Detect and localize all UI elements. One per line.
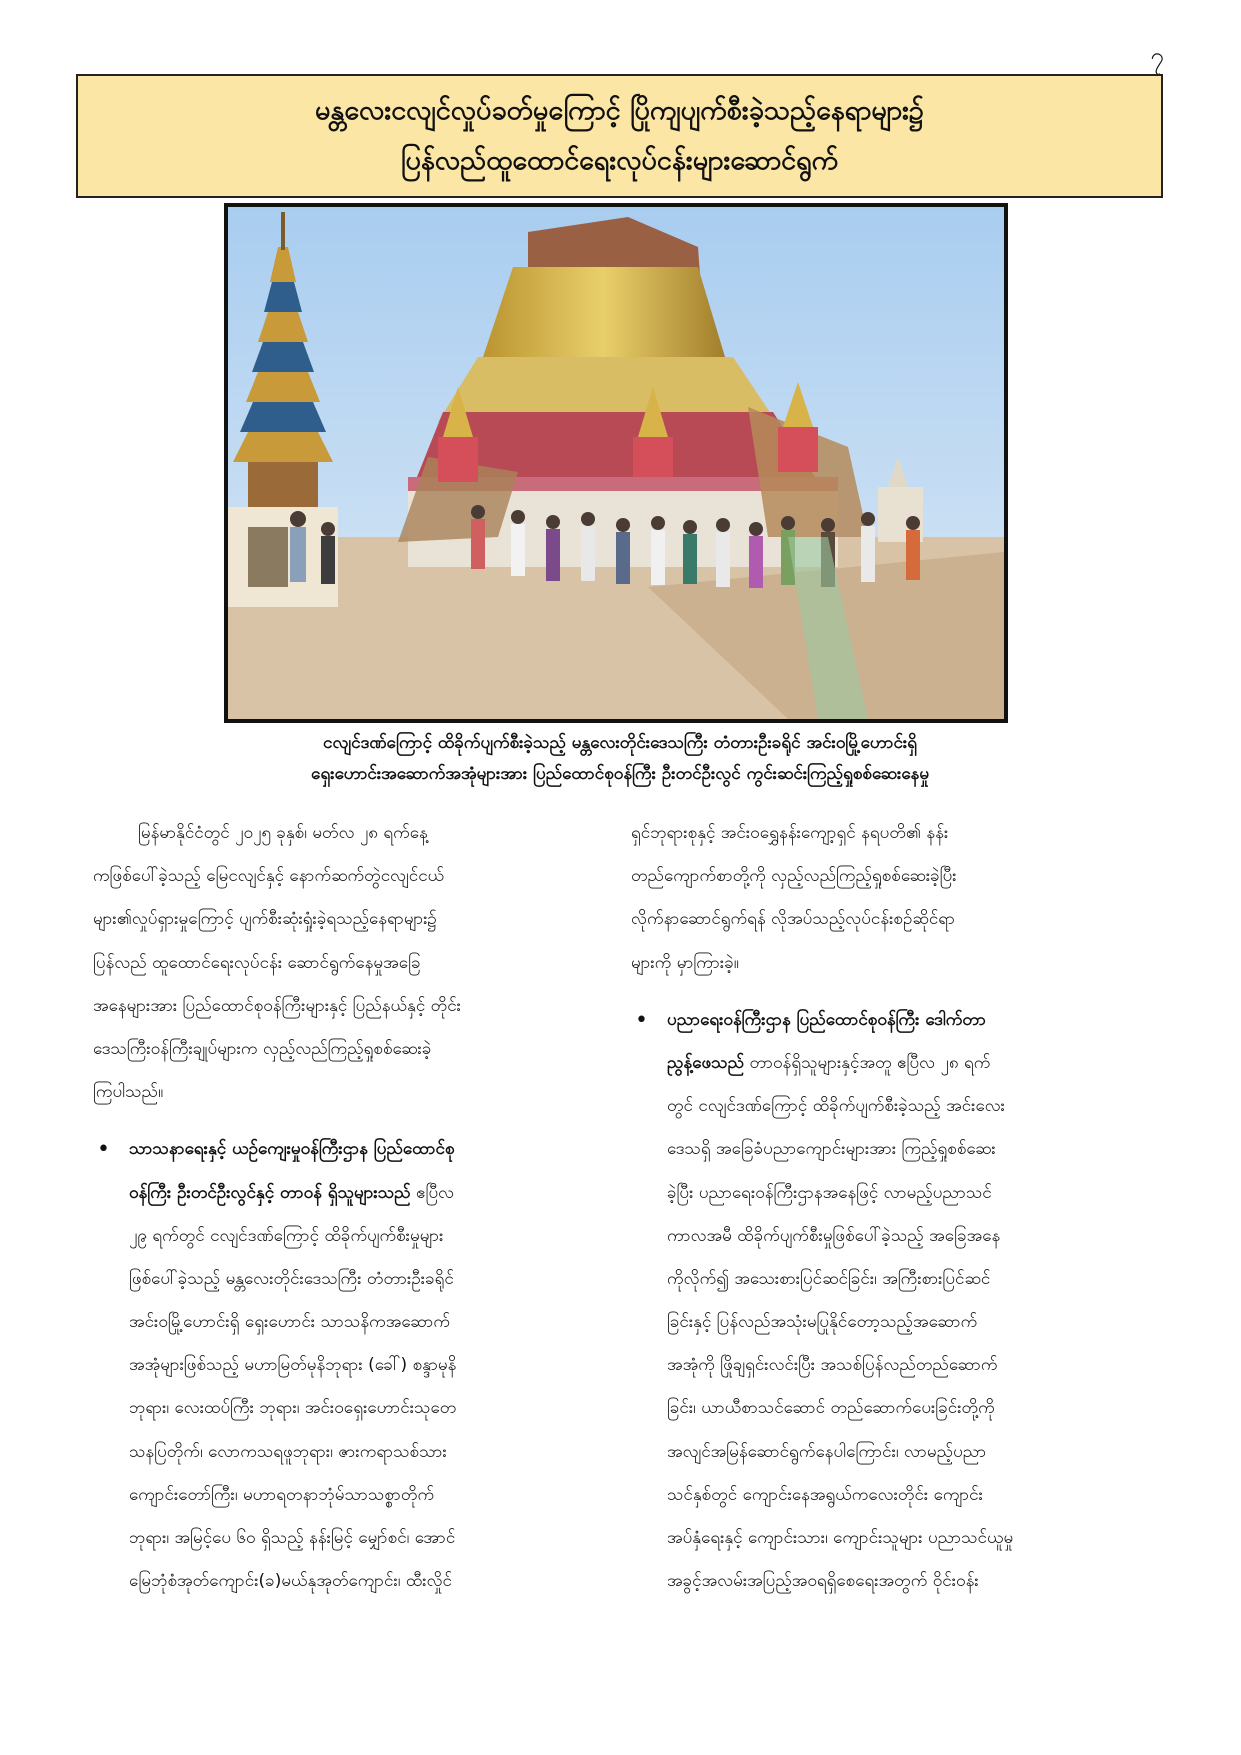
paragraph-line: ၂၉ ရက်တွင် ငလျင်ဒဏ်ကြောင့် ထိခိုက်ပျက်စီးမှုများ xyxy=(129,1225,444,1246)
paragraph-line: အအုံများဖြစ်သည့် မဟာမြတ်မုနိဘုရား (ခေါ်) စန္ဒာမုနိ xyxy=(129,1355,457,1376)
paragraph-line: တွင် ငလျင်ဒဏ်ကြောင့် ထိခိုက်ပျက်စီးခဲ့သည့် အင်းလေး xyxy=(667,1096,1005,1117)
news-photo xyxy=(224,203,1008,723)
paragraph-line: ပြန်လည် ထူထောင်ရေးလုပ်ငန်း ဆောင်ရွက်နေမှုအခြေ xyxy=(93,952,421,973)
caption-line-1: ငလျင်ဒဏ်ကြောင့် ထိခိုက်ပျက်စီးခဲ့သည့် မန္တလေးတိုင်းဒေသကြီး တံတားဦးခရိုင် အင်းဝမြို့ဟောင်းရှိ xyxy=(323,733,917,753)
paragraph-line: ကျောင်းတော်ကြီး၊ မဟာရတနာဘုံမ်သာသစ္စာတိုက် xyxy=(129,1484,435,1505)
paragraph-line: သင်နှစ်တွင် ကျောင်းနေအရွယ်ကလေးတိုင်း ကျောင်း xyxy=(667,1484,983,1505)
paragraph-line: ဘုရား၊ လေးထပ်ကြီး ဘုရား၊ အင်းဝရှေးဟောင်းသုတေ xyxy=(129,1398,457,1419)
paragraph-line: သနပြတိုက်၊ လောကသရဖူဘုရား၊ ဇားကရာသစ်သား xyxy=(129,1441,447,1462)
bullet-lead: သာသနာရေးနှင့် ယဉ်ကျေးမှုဝန်ကြီးဌာန ပြည်ထောင်စု xyxy=(129,1139,455,1160)
bullet-lead: ပညာရေးဝန်ကြီးဌာန ပြည်ထောင်စုဝန်ကြီး ဒေါက်တာ xyxy=(667,1009,986,1030)
left-column xyxy=(93,812,603,1603)
paragraph-line: ခဲ့ပြီး ပညာရေးဝန်ကြီးဌာနအနေဖြင့် လာမည့်ပညာသင် xyxy=(667,1182,992,1203)
bullet-text: တာဝန်ရှိသူများနှင့်အတူ ဧပြီလ ၂၈ ရက် xyxy=(744,1052,991,1073)
paragraph-line: ဒေသကြီးဝန်ကြီးချုပ်များက လှည့်လည်ကြည့်ရှုစစ်ဆေးခဲ့ xyxy=(93,1038,432,1059)
paragraph-line: အပ်နှံရေးနှင့် ကျောင်းသား၊ ကျောင်းသူများ ပညာသင်ယူမှု xyxy=(667,1528,1014,1548)
paragraph-line: ဖြစ်ပေါ်ခဲ့သည့် မန္တလေးတိုင်းဒေသကြီး တံတားဦးခရိုင် xyxy=(129,1268,454,1289)
caption-line-2: ရှေးဟောင်းအဆောက်အအုံများအား ပြည်ထောင်စုဝန်ကြီး ဦးတင်ဦးလွင် ကွင်းဆင်းကြည့်ရှုစစ်ဆေးနေမှု xyxy=(310,764,930,784)
photo-caption xyxy=(120,728,1120,790)
paragraph-line: ကြပါသည်။ xyxy=(93,1082,164,1103)
paragraph-line: ကိုလိုက်၍ အသေးစားပြင်ဆင်ခြင်း၊ အကြီးစားပြင်ဆင် xyxy=(667,1268,991,1289)
paragraph-line: ခြင်း၊ ယာယီစာသင်ဆောင် တည်ဆောက်ပေးခြင်းတို့ကို xyxy=(667,1398,995,1419)
paragraph-line: အနေများအား ပြည်ထောင်စုဝန်ကြီးများနှင့် ပြည်နယ်နှင့် တိုင်း xyxy=(93,995,461,1016)
page-number: ၇ xyxy=(1150,42,1164,70)
paragraph-line: အခွင့်အလမ်းအပြည့်အဝရရှိစေရေးအတွက် ဝိုင်းဝန်း xyxy=(667,1571,979,1592)
paragraph-line: အင်းဝမြို့ဟောင်းရှိ ရှေးဟောင်း သာသနိကအဆောက် xyxy=(129,1312,451,1333)
right-column xyxy=(631,812,1149,1603)
paragraph-line: မြေဘုံစံအုတ်ကျောင်း(ခ)မယ်နုအုတ်ကျောင်း၊ ထီးလှိုင် xyxy=(129,1571,452,1592)
headline-line-1: မန္တလေးငလျင်လှုပ်ခတ်မှုကြောင့် ပြိုကျပျက်စီးခဲ့သည့်နေရာများ၌ xyxy=(315,95,924,126)
paragraph-line: လိုက်နာဆောင်ရွက်ရန် လိုအပ်သည့်လုပ်ငန်းစဉ်ဆိုင်ရာ xyxy=(631,909,956,930)
paragraph-line xyxy=(93,1172,603,1215)
paragraph-line: ရှင်ဘုရားစုနှင့် အင်းဝရွှေနန်းကျော့ရှင် နရပတိ၏ နန်း xyxy=(631,823,949,843)
pagoda-photo-illustration xyxy=(228,207,1004,719)
headline-box xyxy=(76,74,1163,198)
paragraph-line: တည်ကျောက်စာတို့ကို လှည့်လည်ကြည့်ရှုစစ်ဆေးခဲ့ပြီး xyxy=(631,866,957,887)
paragraph-line xyxy=(631,1042,1149,1085)
paragraph-line: မြန်မာနိုင်ငံတွင် ၂၀၂၅ ခုနှစ်၊ မတ်လ ၂၈ ရက်နေ့ xyxy=(138,823,428,843)
bullet-lead: ညွန့်ဖေသည် xyxy=(667,1052,745,1073)
paragraph-line: များ၏လှုပ်ရှားမှုကြောင့် ပျက်စီးဆုံးရှုံးခဲ့ရသည့်နေရာများ၌ xyxy=(93,909,437,930)
bullet-icon: • xyxy=(635,1007,648,1033)
paragraph-line: များကို မှာကြားခဲ့။ xyxy=(631,952,739,973)
paragraph-line: ခြင်းနှင့် ပြန်လည်အသုံးမပြုနိုင်တော့သည့်အဆောက် xyxy=(667,1312,978,1333)
bullet-item xyxy=(93,1128,603,1171)
paragraph-line: အလျင်အမြန်ဆောင်ရွက်နေပါကြောင်း၊ လာမည့်ပညာ xyxy=(667,1441,987,1462)
paragraph-line: အအုံကို ဖြိုချရှင်းလင်းပြီး အသစ်ပြန်လည်တည်ဆောက် xyxy=(667,1355,998,1376)
paragraph-line: ဒေသရှိ အခြေခံပညာကျောင်းများအား ကြည့်ရှုစစ်ဆေး xyxy=(667,1139,996,1160)
paragraph-line: ကဖြစ်ပေါ်ခဲ့သည့် မြေငလျင်နှင့် နောက်ဆက်တွဲငလျင်ငယ် xyxy=(93,866,445,887)
bullet-icon: • xyxy=(97,1137,110,1163)
headline-line-2: ပြန်လည်ထူထောင်ရေးလုပ်ငန်းများဆောင်ရွက် xyxy=(400,145,839,176)
bullet-item xyxy=(631,999,1149,1042)
paragraph-line: ဘုရား၊ အမြင့်ပေ ၆၀ ရှိသည့် နန်းမြင့် မျှော်စင်၊ အောင် xyxy=(129,1528,456,1548)
paragraph-line: ကာလအမီ ထိခိုက်ပျက်စီးမှုဖြစ်ပေါ်ခဲ့သည့် အခြေအနေ xyxy=(667,1225,1001,1246)
bullet-text: ဧပြီလ xyxy=(410,1182,455,1203)
bullet-lead: ဝန်ကြီး ဦးတင်ဦးလွင်နှင့် တာဝန် ရှိသူများသည် xyxy=(129,1182,411,1203)
